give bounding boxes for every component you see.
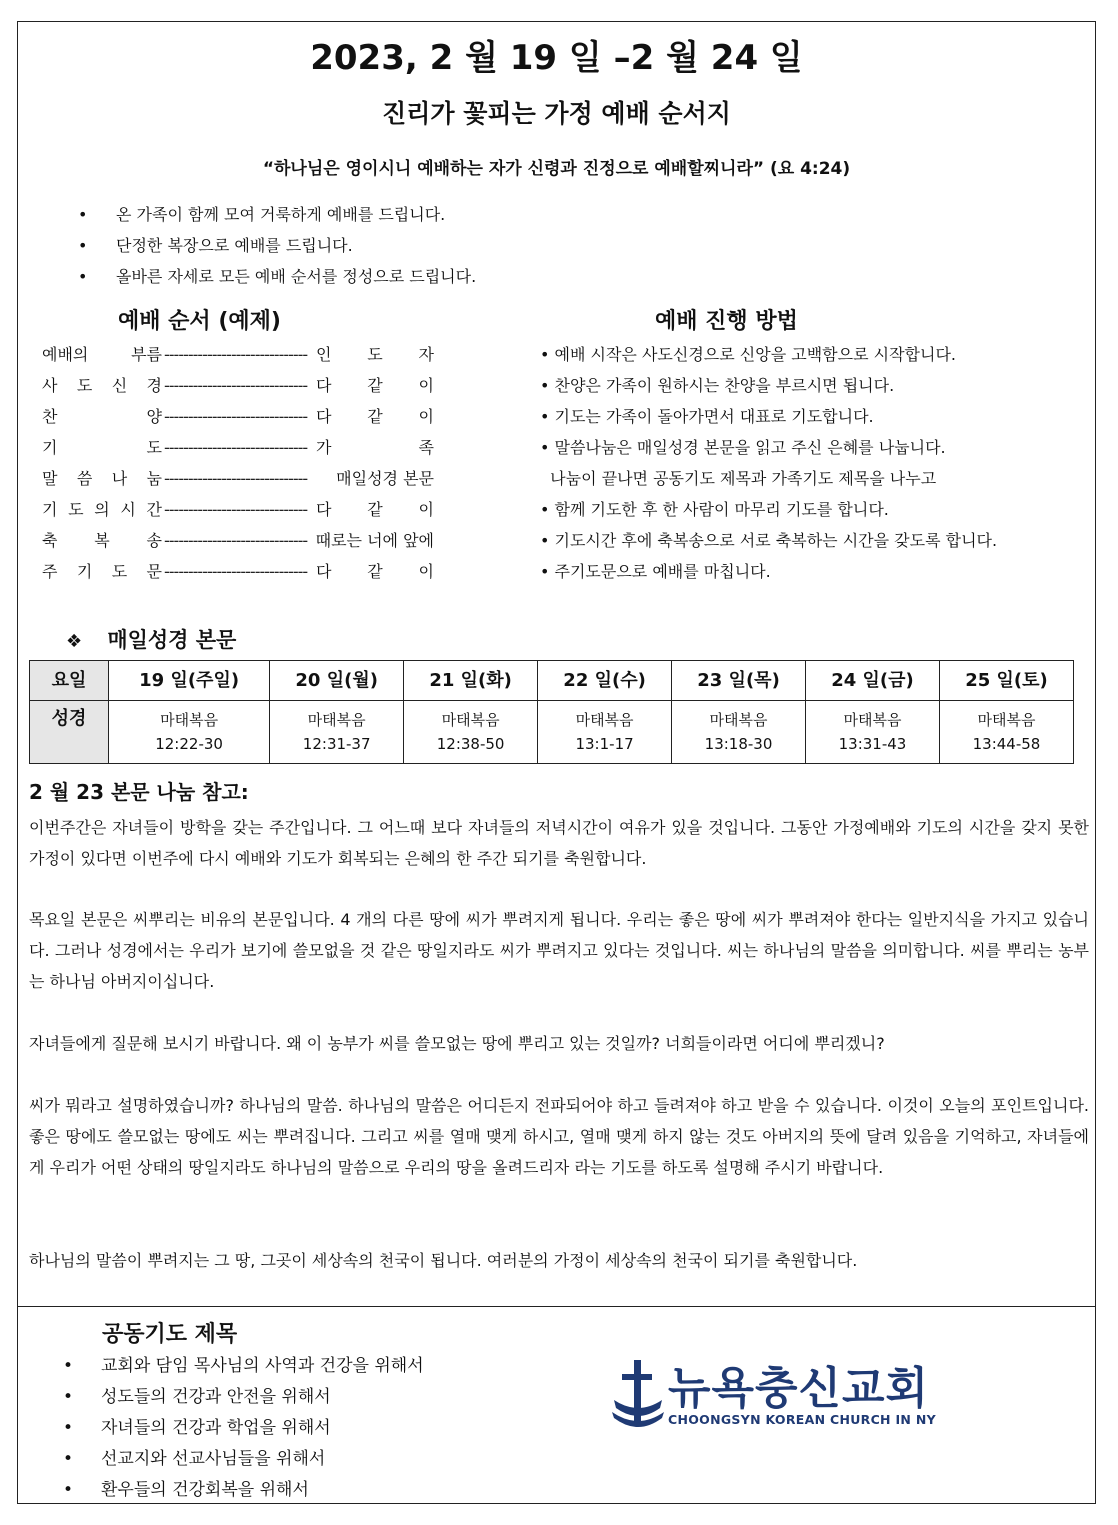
method-item: • 말씀나눔은 매일성경 본문을 읽고 주신 은혜를 나눕니다.: [540, 438, 946, 457]
note-paragraph: 자녀들에게 질문해 보시기 바랍니다. 왜 이 농부가 씨를 쓸모없는 땅에 뿌리고 있는 것일까? 너희들이라면 어디에 뿌리겠니?: [29, 1034, 885, 1053]
scripture-book: 마태복음: [843, 711, 902, 729]
rule-item: • 온 가족이 함께 모여 거룩하게 예배를 드립니다.: [78, 203, 476, 234]
scripture-book: 마태복음: [575, 711, 634, 729]
order-row: [42, 405, 442, 436]
dotted-leader: ------------------------------: [164, 407, 308, 426]
table-row: [30, 701, 1074, 764]
dotted-leader: ------------------------------: [164, 500, 308, 519]
prayer-item: • 자녀들의 건강과 학업을 위해서: [63, 1415, 424, 1446]
worship-rules-list: [78, 203, 476, 296]
dotted-leader: ------------------------------: [164, 469, 308, 488]
day-cell: 25 일(토): [939, 661, 1073, 701]
rule-item: • 올바른 자세로 모든 예배 순서를 정성으로 드립니다.: [78, 265, 476, 296]
day-cell: 23 일(목): [672, 661, 806, 701]
order-item-name: 주 기 도 문: [42, 562, 162, 581]
note-paragraph: 하나님의 말씀이 뿌려지는 그 땅, 그곳이 세상속의 천국이 됩니다. 여러분의 가정이 세상속의 천국이 되기를 축원합니다.: [29, 1251, 858, 1270]
scripture-book: 마태복음: [160, 711, 219, 729]
day-label-cell: 요일: [30, 661, 109, 701]
method-item: • 주기도문으로 예배를 마칩니다.: [540, 562, 771, 581]
order-item-leader: 때로는 너에 앞에: [315, 531, 434, 550]
prayer-item: • 환우들의 건강회복을 위해서: [63, 1477, 424, 1508]
dotted-leader: ------------------------------: [164, 438, 308, 457]
note-paragraph: 씨가 뭐라고 설명하였습니까? 하나님의 말씀. 하나님의 말씀은 어디든지 전파되어야 하고 들려져야 하고 받을 수 있습니다. 이것이 오늘의 포인트입니다. 좋은 땅에도 쓸모없는 땅에도 씨는 뿌려집니다. 그리고 씨를 열매 맺게 하시고, 열매 맺게 하지 않는 것도 아버지의 뜻에 달려 있음을 기억하고, 자녀들에게 우리가 어떤 상태의 땅일지라도 하나님의 말씀으로 우리의 땅을 올려드리자 라는 기도를 하도록 설명해 주시기 바랍니다.: [29, 1096, 1089, 1177]
table-header-row: [30, 661, 1074, 701]
bible-heading-label: 매일성경 본문: [107, 628, 237, 652]
prayer-list: [63, 1353, 424, 1508]
prayer-item: • 성도들의 건강과 안전을 위해서: [63, 1384, 424, 1415]
order-row: [42, 498, 442, 529]
order-row: [42, 467, 442, 498]
order-item-leader: 가 족: [316, 438, 434, 457]
scripture-cell: [109, 701, 270, 764]
order-item-leader: 다 같 이: [316, 500, 434, 519]
order-item-leader: 다 같 이: [316, 376, 434, 395]
order-item-leader: 다 같 이: [316, 407, 434, 426]
scripture-book: 마태복음: [441, 711, 500, 729]
scripture-book: 마태복음: [977, 711, 1036, 729]
order-item-name: 기 도: [42, 438, 162, 457]
day-cell: 24 일(금): [806, 661, 940, 701]
bible-reading-table: [29, 660, 1074, 764]
day-cell: 20 일(월): [270, 661, 404, 701]
method-item: • 함께 기도한 후 한 사람이 마무리 기도를 합니다.: [540, 500, 889, 519]
scripture-verse-range: 13:18-30: [704, 735, 773, 753]
order-row: [42, 436, 442, 467]
order-item-name: 예배의 부름: [42, 345, 162, 364]
church-logo: [610, 1352, 940, 1442]
scripture-book: 마태복음: [307, 711, 366, 729]
dotted-leader: ------------------------------: [164, 562, 308, 581]
note-heading: 2 월 23 본문 나눔 참고:: [29, 780, 249, 804]
dotted-leader: ------------------------------: [164, 376, 308, 395]
page-title: 2023, 2 월 19 일 –2 월 24 일: [310, 38, 803, 78]
rule-item: • 단정한 복장으로 예배를 드립니다.: [78, 234, 476, 265]
scripture-cell: [806, 701, 940, 764]
logo-name-korean: 뉴욕충신교회: [668, 1363, 930, 1414]
method-item: • 기도는 가족이 돌아가면서 대표로 기도합니다.: [540, 407, 874, 426]
day-cell: 22 일(수): [538, 661, 672, 701]
prayer-heading: 공동기도 제목: [102, 1322, 238, 1347]
order-row: [42, 529, 442, 560]
cross-ship-icon: [610, 1356, 666, 1434]
scripture-verse-range: 13:31-43: [838, 735, 907, 753]
scripture-verse: “하나님은 영이시니 예배하는 자가 신령과 진정으로 예배할찌니라” (요 4:24): [262, 159, 851, 179]
scripture-label-cell: 성경: [30, 701, 109, 764]
section-divider: [17, 1306, 1096, 1307]
note-paragraph: 목요일 본문은 씨뿌리는 비유의 본문입니다. 4 개의 다른 땅에 씨가 뿌려지게 됩니다. 우리는 좋은 땅에 씨가 뿌려져야 한다는 일반지식을 가지고 있습니다. 그러나 성경에서는 우리가 보기에 쓸모없을 것 같은 땅일지라도 씨가 뿌려지고 있다는 것입니다. 씨는 하나님의 말씀을 의미합니다. 씨를 뿌리는 농부는 하나님 아버지이십니다.: [29, 910, 1089, 991]
order-row: [42, 374, 442, 405]
method-item: • 찬양은 가족이 원하시는 찬양을 부르시면 됩니다.: [540, 376, 895, 395]
note-paragraph: 이번주간은 자녀들이 방학을 갖는 주간입니다. 그 어느때 보다 자녀들의 저녁시간이 여유가 있을 것입니다. 그동안 가정예배와 기도의 시간을 갖지 못한 가정이 있다면 이번주에 다시 예배와 기도가 회복되는 은혜의 한 주간 되기를 축원합니다.: [29, 818, 1089, 868]
prayer-item: • 선교지와 선교사님들을 위해서: [63, 1446, 424, 1477]
scripture-book: 마태복음: [709, 711, 768, 729]
day-cell: 21 일(화): [404, 661, 538, 701]
diamond-bullet-icon: ❖: [66, 631, 83, 652]
dotted-leader: ------------------------------: [164, 531, 308, 550]
scripture-verse-range: 12:31-37: [302, 735, 371, 753]
scripture-verse-range: 12:38-50: [436, 735, 505, 753]
scripture-verse-range: 13:44-58: [972, 735, 1041, 753]
scripture-verse-range: 12:22-30: [155, 735, 223, 753]
scripture-cell: [270, 701, 404, 764]
logo-name-english: CHOONGSYN KOREAN CHURCH IN NY: [668, 1412, 936, 1427]
scripture-cell: [538, 701, 672, 764]
order-item-name: 사 도 신 경: [42, 376, 162, 395]
order-item-name: 찬 양: [42, 407, 162, 426]
method-item: 나눔이 끝나면 공동기도 제목과 가족기도 제목을 나누고: [540, 469, 937, 488]
bible-reading-heading: [66, 624, 236, 654]
order-heading: 예배 순서 (예제): [118, 309, 281, 334]
scripture-verse-range: 13:1-17: [575, 735, 634, 753]
order-item-leader: 인 도 자: [316, 345, 434, 364]
order-item-leader: 다 같 이: [316, 562, 434, 581]
prayer-item: • 교회와 담임 목사님의 사역과 건강을 위해서: [63, 1353, 424, 1384]
order-item-name: 축 복 송: [42, 531, 162, 550]
page-subtitle: 진리가 꽃피는 가정 예배 순서지: [382, 99, 731, 128]
dotted-leader: ------------------------------: [164, 345, 308, 364]
order-item-name: 기 도 의 시 간: [42, 500, 162, 519]
method-item: • 예배 시작은 사도신경으로 신앙을 고백함으로 시작합니다.: [540, 345, 956, 364]
order-row: [42, 343, 442, 374]
order-item-leader: 매일성경 본문: [336, 469, 434, 488]
day-cell: 19 일(주일): [109, 661, 270, 701]
method-heading: 예배 진행 방법: [655, 309, 798, 334]
order-item-name: 말 씀 나 눔: [42, 469, 162, 488]
scripture-cell: [939, 701, 1073, 764]
order-row: [42, 560, 442, 591]
scripture-cell: [404, 701, 538, 764]
method-item: • 기도시간 후에 축복송으로 서로 축복하는 시간을 갖도록 합니다.: [540, 531, 998, 550]
scripture-cell: [672, 701, 806, 764]
